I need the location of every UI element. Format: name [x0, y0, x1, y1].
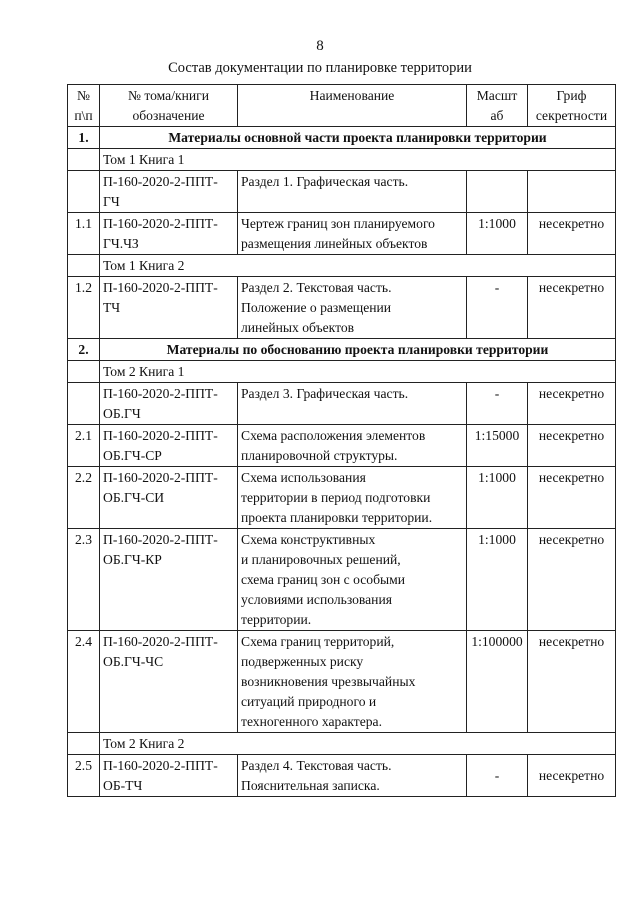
- row-number: 2.2: [68, 467, 100, 529]
- header-secrecy: Гриф секретности: [528, 85, 616, 127]
- book-label: Том 2 Книга 1: [100, 361, 616, 383]
- header-num: № п\п: [68, 85, 100, 127]
- row-scale: 1:1000: [467, 213, 528, 255]
- row-scale: 1:100000: [467, 631, 528, 733]
- book-num-cell: [68, 733, 100, 755]
- book-num-cell: [68, 149, 100, 171]
- row-code: П-160-2020-2-ППТ- ОБ.ГЧ-ЧС: [100, 631, 238, 733]
- row-secrecy: [528, 171, 616, 213]
- table-row: [68, 755, 616, 797]
- book-num-cell: [68, 361, 100, 383]
- row-name: Чертеж границ зон планируемого размещения линейных объектов: [238, 213, 467, 255]
- row-number: [68, 383, 100, 425]
- row-scale: 1:1000: [467, 529, 528, 631]
- row-name: Схема границ территорий, подверженных риску возникновения чрезвычайных ситуаций природного и техногенного характера.: [238, 631, 467, 733]
- row-code: П-160-2020-2-ППТ- ГЧ: [100, 171, 238, 213]
- table-row: [68, 171, 616, 213]
- header-name: Наименование: [238, 85, 467, 127]
- row-number: 2.1: [68, 425, 100, 467]
- row-number: 1.1: [68, 213, 100, 255]
- row-scale: 1:15000: [467, 425, 528, 467]
- page-number: 8: [316, 38, 324, 54]
- table-body: [68, 127, 616, 797]
- row-scale: -: [467, 755, 528, 797]
- row-name: Схема расположения элементов планировочной структуры.: [238, 425, 467, 467]
- table-row: [68, 529, 616, 631]
- row-secrecy: несекретно: [528, 631, 616, 733]
- header-scale: Масшт аб: [467, 85, 528, 127]
- row-secrecy: несекретно: [528, 467, 616, 529]
- row-number: 2.4: [68, 631, 100, 733]
- section-title: Материалы по обоснованию проекта планировки территории: [100, 339, 616, 361]
- table-row: [68, 383, 616, 425]
- row-number: [68, 171, 100, 213]
- row-code: П-160-2020-2-ППТ- ОБ.ГЧ-СР: [100, 425, 238, 467]
- row-number: 1.2: [68, 277, 100, 339]
- section-number: 2.: [68, 339, 100, 361]
- book-label: Том 1 Книга 1: [100, 149, 616, 171]
- book-num-cell: [68, 255, 100, 277]
- header-code: № тома/книги обозначение: [100, 85, 238, 127]
- section-title: Материалы основной части проекта планировки территории: [100, 127, 616, 149]
- row-number: 2.5: [68, 755, 100, 797]
- row-name: Раздел 2. Текстовая часть. Положение о размещении линейных объектов: [238, 277, 467, 339]
- row-secrecy: несекретно: [528, 383, 616, 425]
- row-code: П-160-2020-2-ППТ- ГЧ.ЧЗ: [100, 213, 238, 255]
- row-code: П-160-2020-2-ППТ- ОБ.ГЧ: [100, 383, 238, 425]
- row-code: П-160-2020-2-ППТ- ТЧ: [100, 277, 238, 339]
- row-secrecy: несекретно: [528, 213, 616, 255]
- row-scale: -: [467, 383, 528, 425]
- row-name: Раздел 1. Графическая часть.: [238, 171, 467, 213]
- book-row: [68, 255, 616, 277]
- document-title: Состав документации по планировке территории: [168, 60, 472, 76]
- documentation-table: [67, 84, 616, 797]
- section-row: [68, 339, 616, 361]
- section-number: 1.: [68, 127, 100, 149]
- row-name: Раздел 4. Текстовая часть. Пояснительная записка.: [238, 755, 467, 797]
- row-secrecy: несекретно: [528, 755, 616, 797]
- row-name: Раздел 3. Графическая часть.: [238, 383, 467, 425]
- book-label: Том 2 Книга 2: [100, 733, 616, 755]
- book-row: [68, 149, 616, 171]
- row-number: 2.3: [68, 529, 100, 631]
- row-secrecy: несекретно: [528, 277, 616, 339]
- book-row: [68, 733, 616, 755]
- table-row: [68, 277, 616, 339]
- table-row: [68, 631, 616, 733]
- row-code: П-160-2020-2-ППТ- ОБ.ГЧ-КР: [100, 529, 238, 631]
- row-name: Схема использования территории в период подготовки проекта планировки территории.: [238, 467, 467, 529]
- row-code: П-160-2020-2-ППТ- ОБ.ГЧ-СИ: [100, 467, 238, 529]
- table-header-row: [68, 85, 616, 127]
- row-code: П-160-2020-2-ППТ- ОБ-ТЧ: [100, 755, 238, 797]
- book-label: Том 1 Книга 2: [100, 255, 616, 277]
- table-row: [68, 467, 616, 529]
- row-scale: [467, 171, 528, 213]
- row-secrecy: несекретно: [528, 425, 616, 467]
- row-secrecy: несекретно: [528, 529, 616, 631]
- book-row: [68, 361, 616, 383]
- table-row: [68, 213, 616, 255]
- row-scale: 1:1000: [467, 467, 528, 529]
- section-row: [68, 127, 616, 149]
- table-row: [68, 425, 616, 467]
- row-name: Схема конструктивных и планировочных решений, схема границ зон с особыми условиями использования территории.: [238, 529, 467, 631]
- row-scale: -: [467, 277, 528, 339]
